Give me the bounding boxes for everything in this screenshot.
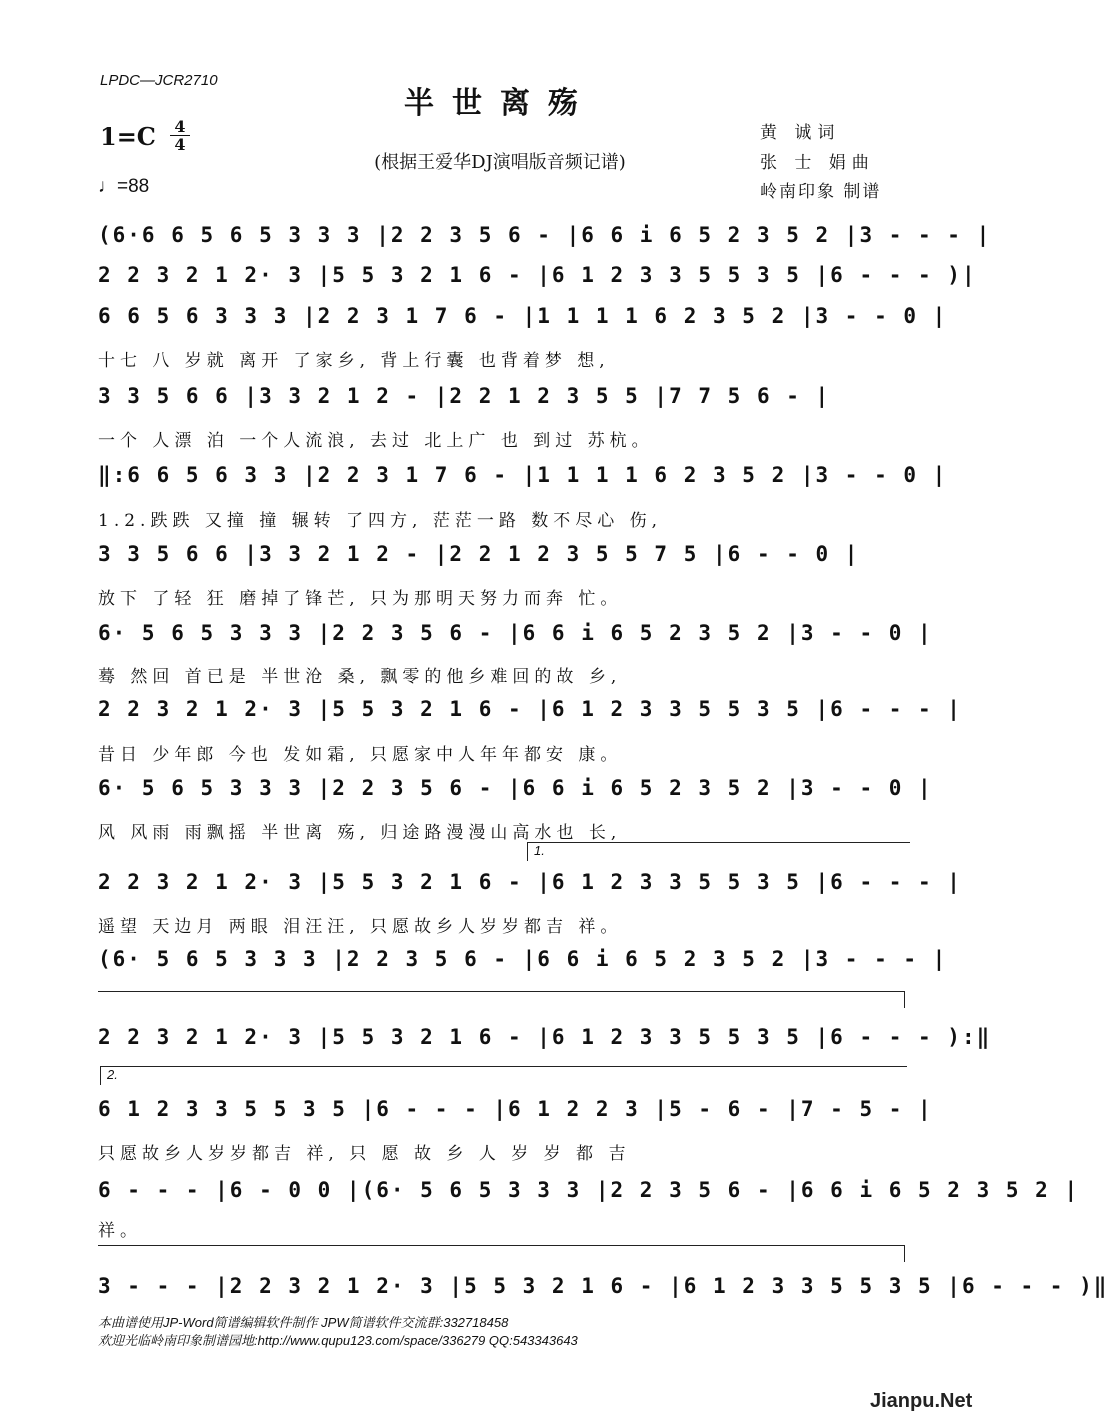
score-row-music: 6 1 2 3 3 5 5 3 5 |6 - - - |6 1 2 2 3 |5 - 6 - |7 - 5 - | (98, 1097, 933, 1121)
score-row-music: 6 - - - |6 - 0 0 |(6· 5 6 5 3 3 3 |2 2 3 5 6 - |6 6 i 6 5 2 3 5 2 | (98, 1178, 1080, 1202)
score-row-lyrics: 风 风雨 雨飘摇 半世离 殇, 归途路漫漫山高水也 长, (98, 823, 622, 843)
time-signature (170, 118, 190, 153)
score-row-music: 2 2 3 2 1 2· 3 |5 5 3 2 1 6 - |6 1 2 3 3 5 5 3 5 |6 - - - )| (98, 263, 977, 287)
score-row-music: 3 - - - |2 2 3 2 1 2· 3 |5 5 3 2 1 6 - |6 1 2 3 3 5 5 3 5 |6 - - - )‖ (98, 1274, 1108, 1298)
song-subtitle: (根据王爱华DJ演唱版音频记谱) (374, 152, 626, 173)
tempo-marking: ♩=88 (98, 176, 150, 197)
score-row-music: ‖:6 6 5 6 3 3 |2 2 3 1 7 6 - |1 1 1 1 6 2 3 5 2 |3 - - 0 | (98, 463, 948, 487)
credit-music: 张 士 娟曲 (760, 153, 875, 173)
bracket-continuation (98, 1245, 905, 1262)
score-row-lyrics: 祥。 (98, 1221, 142, 1241)
score-row-music: (6·6 6 5 6 5 3 3 3 |2 2 3 5 6 - |6 6 i 6 5 2 3 5 2 |3 - - - | (98, 223, 992, 247)
score-row-music: 6 6 5 6 3 3 3 |2 2 3 1 7 6 - |1 1 1 1 6 2 3 5 2 |3 - - 0 | (98, 304, 948, 328)
score-row-lyrics: 昔日 少年郎 今也 发如霜, 只愿家中人年年都安 康。 (98, 745, 623, 765)
score-row-lyrics: 一个 人漂 泊 一个人流浪, 去过 北上广 也 到过 苏杭。 (98, 431, 654, 451)
volta-bracket-1-continuation (98, 991, 905, 1008)
score-row-lyrics: 1.2.跌跌 又撞 撞 辗转 了四方, 茫茫一路 数不尽心 伤, (98, 511, 663, 531)
footer-software-note: 本曲谱使用JP-Word简谱编辑软件制作 JPW简谱软件交流群:332718458 (98, 1315, 509, 1330)
time-signature-top: 4 (170, 118, 190, 136)
score-row-music: 6· 5 6 5 3 3 3 |2 2 3 5 6 - |6 6 i 6 5 2 3 5 2 |3 - - 0 | (98, 776, 933, 800)
score-row-music: (6· 5 6 5 3 3 3 |2 2 3 5 6 - |6 6 i 6 5 2 3 5 2 |3 - - - | (98, 947, 948, 971)
credit-lyrics: 黄 诚词 (760, 123, 841, 143)
score-row-lyrics: 十七 八 岁就 离开 了家乡, 背上行囊 也背着梦 想, (98, 351, 610, 371)
score-code: LPDC—JCR2710 (100, 72, 218, 89)
watermark: Jianpu.Net (870, 1390, 973, 1412)
volta-bracket-1 (527, 842, 910, 861)
score-row-lyrics: 遥望 天边月 两眼 泪汪汪, 只愿故乡人岁岁都吉 祥。 (98, 917, 623, 937)
score-row-lyrics: 放下 了轻 狂 磨掉了锋芒, 只为那明天努力而奔 忙。 (98, 589, 623, 609)
score-row-music: 6· 5 6 5 3 3 3 |2 2 3 5 6 - |6 6 i 6 5 2 3 5 2 |3 - - 0 | (98, 621, 933, 645)
score-row-music: 2 2 3 2 1 2· 3 |5 5 3 2 1 6 - |6 1 2 3 3 5 5 3 5 |6 - - - | (98, 870, 962, 894)
time-signature-bottom: 4 (174, 135, 186, 154)
credit-arranger: 岭南印象 制谱 (760, 182, 882, 202)
score-row-music: 2 2 3 2 1 2· 3 |5 5 3 2 1 6 - |6 1 2 3 3 5 5 3 5 |6 - - - | (98, 697, 962, 721)
footer-website-note: 欢迎光临岭南印象制谱园地:http://www.qupu123.com/space/336279 QQ:543343643 (98, 1333, 578, 1348)
score-row-music: 3 3 5 6 6 |3 3 2 1 2 - |2 2 1 2 3 5 5 |7 7 5 6 - | (98, 384, 831, 408)
volta-label-1: 1. (534, 843, 545, 858)
song-title: 半世离殇 (404, 86, 596, 121)
volta-label-2: 2. (107, 1067, 118, 1082)
score-row-lyrics: 蓦 然回 首已是 半世沧 桑, 飘零的他乡难回的故 乡, (98, 667, 622, 687)
score-row-lyrics: 只愿故乡人岁岁都吉 祥, 只 愿 故 乡 人 岁 岁 都 吉 (98, 1144, 631, 1164)
volta-bracket-2 (100, 1066, 907, 1085)
score-row-music: 2 2 3 2 1 2· 3 |5 5 3 2 1 6 - |6 1 2 3 3 5 5 3 5 |6 - - - ):‖ (98, 1025, 992, 1049)
key-signature: 1=C (100, 122, 156, 151)
score-row-music: 3 3 5 6 6 |3 3 2 1 2 - |2 2 1 2 3 5 5 7 5 |6 - - 0 | (98, 542, 860, 566)
